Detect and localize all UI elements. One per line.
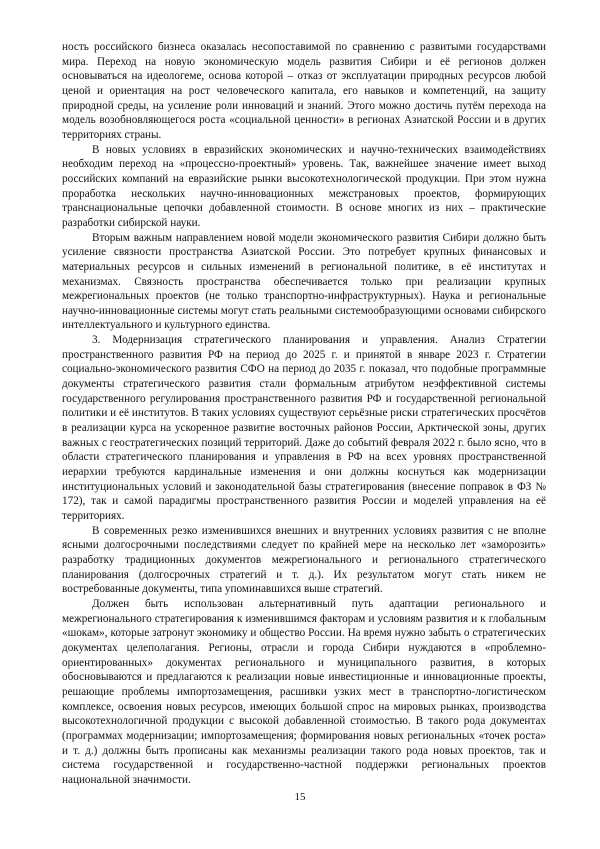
page-number: 15 <box>294 791 306 803</box>
paragraph: Должен быть использован альтернативный путь адаптации регионального и межрегионального стратегирования к изменившимся факторам и условиям развития и к глобальным «шокам», которые затронут экономику и общество России. На время нужно забыть о стратегических документах целеполагания. Регионы, отрасли и города Сибири нуждаются в «проблемно-ориентированных» документах регионального и муниципального развития, в которых обосновываются и предлагаются к реализации новые инвестиционные и инновационные проекты, решающие проблемы импортозамещения, расшивки узких мест в транспортно-логистическом комплексе, освоения новых ресурсов, имеющих большой спрос на мировых рынках, производства высокотехнологичной продукции с высокой добавленной стоимостью. В такого рода документах (программах модернизации; импортозамещения; формирования новых региональных «точек роста» и т. д.) должны быть прописаны как механизмы реализации такого рода новых проектов, так и система государственной и государственно-частной поддержки региональных проектов национальной значимости. <box>62 597 546 786</box>
paragraph: В новых условиях в евразийских экономических и научно-технических взаимодействиях необходим переход на «процессно-проектный» уровень. Так, важнейшее значение имеет выход российских компаний на евразийские рынки высокотехнологической продукции. При этом нужна проработка нескольких научно-инновационных межстрановых проектов, формирующих транснациональные цепочки добавленной стоимости. В основе многих из них – практические разработки сибирской науки. <box>62 143 546 229</box>
body-text <box>62 40 546 787</box>
paragraph: Вторым важным направлением новой модели экономического развития Сибири должно быть усиление связности пространства Азиатской России. Это потребует крупных финансовых и материальных ресурсов и сильных изменений в региональной политике, в её институтах и механизмах. Связность пространства обеспечивается только при реализации крупных межрегиональных проектов (не только транспортно-инфраструктурных). Наука и региональные научно-инновационные системы могут стать реальными системообразующими основами сибирского интеллектуального и культурного единства. <box>62 231 546 332</box>
paragraph: 3. Модернизация стратегического планирования и управления. Анализ Стратегии пространственного развития РФ на период до 2025 г. и принятой в январе 2023 г. Стратегии социально-экономического развития СФО на период до 2035 г. показал, что подобные программные документы стратегического развития стали формальным атрибутом неэффективной системы государственного регулирования пространственного развития РФ и государственной региональной политики и её институтов. В таких условиях существуют серьёзные риски стратегических просчётов в реализации курса на ускоренное развитие восточных районов России, Арктической зоны, других важных с геостратегических позиций территорий. Даже до событий февраля 2022 г. было ясно, что в области стратегического планирования и управления в РФ на всех уровнях пространственной иерархии требуются кардинальные изменения и они должны коснуться как модернизации институциональных условий и законодательной базы стратегирования (внесение поправок в ФЗ № 172), так и самой парадигмы пространственного развития России и моделей управления на её территориях. <box>62 334 546 522</box>
paragraph-continuation: ность российского бизнеса оказалась несопоставимой по сравнению с развитыми государствами мира. Переход на новую экономическую модель развития Сибири и её регионов должен основываться на идеологеме, основа которой – отказ от эксплуатации природных ресурсов любой ценой и ориентация на рост человеческого капитала, его навыков и компетенций, на защиту природной среды, на усиление роли инноваций и знаний. Этого можно достичь путём перехода на модель возобновляющегося роста «социальной ценности» в регионах Азиатской России и в других территориях страны. <box>62 41 546 141</box>
paragraph: В современных резко изменившихся внешних и внутренних условиях развития с не вполне ясными долгосрочными последствиями следует по крайней мере на несколько лет «заморозить» разработку традиционных документов межрегионального и регионального стратегического планирования (долгосрочных стратегий и т. д.). Их результатом могут стать никем не востребованные документы, типа упоминавшихся выше стратегий. <box>62 524 546 596</box>
